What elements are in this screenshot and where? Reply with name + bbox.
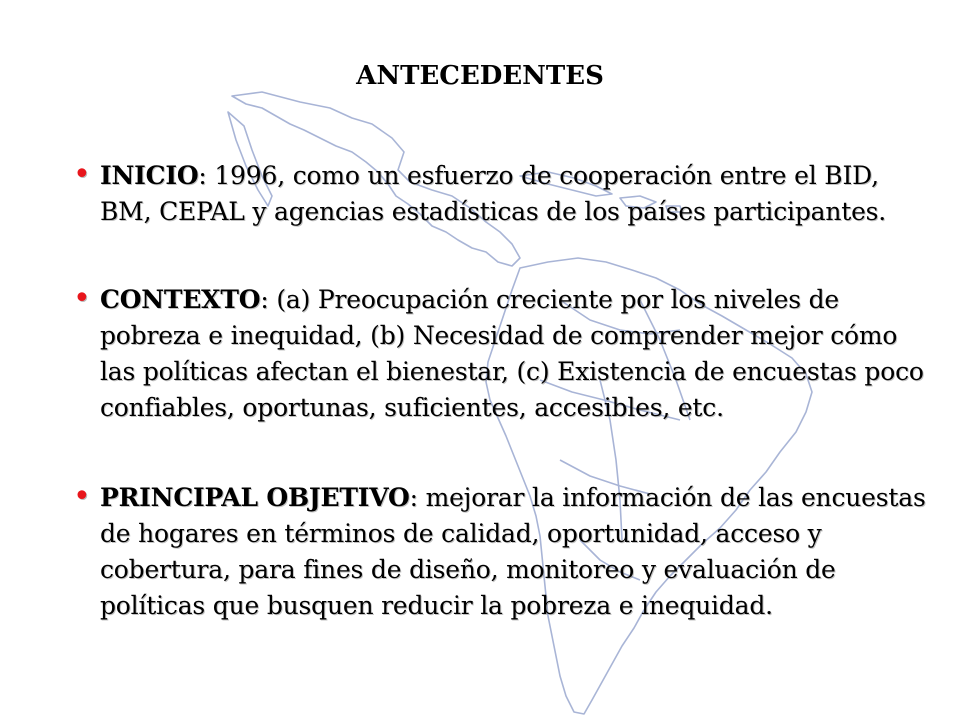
bullet-term: INICIO — [100, 161, 199, 190]
bullet-dot-icon: • — [73, 479, 91, 514]
bullet-item-inicio — [73, 157, 930, 230]
bullet-item-principal-objetivo — [73, 479, 930, 624]
bullet-text: : 1996, como un esfuerzo de cooperación entre el BID, BM, CEPAL y agencias estadísticas de los países participantes. — [100, 161, 887, 226]
bullet-term: PRINCIPAL OBJETIVO — [100, 483, 410, 512]
bullet-text: : (a) Preocupación creciente por los niveles de pobreza e inequidad, (b) Necesidad de comprender mejor cómo las políticas afectan el bienestar, (c) Existencia de encuestas poco confiables, oportunas, suficientes, accesibles, etc. — [100, 285, 924, 422]
bullet-item-contexto — [73, 281, 930, 426]
bullet-term: CONTEXTO — [100, 285, 261, 314]
slide-title: ANTECEDENTES — [356, 61, 604, 91]
bullet-dot-icon: • — [73, 157, 91, 192]
bullet-text: : mejorar la información de las encuestas de hogares en términos de calidad, oportunidad, acceso y cobertura, para fines de diseño, monitoreo y evaluación de políticas que busquen reducir la pobreza e inequidad. — [100, 483, 926, 620]
bullet-dot-icon: • — [73, 281, 91, 316]
